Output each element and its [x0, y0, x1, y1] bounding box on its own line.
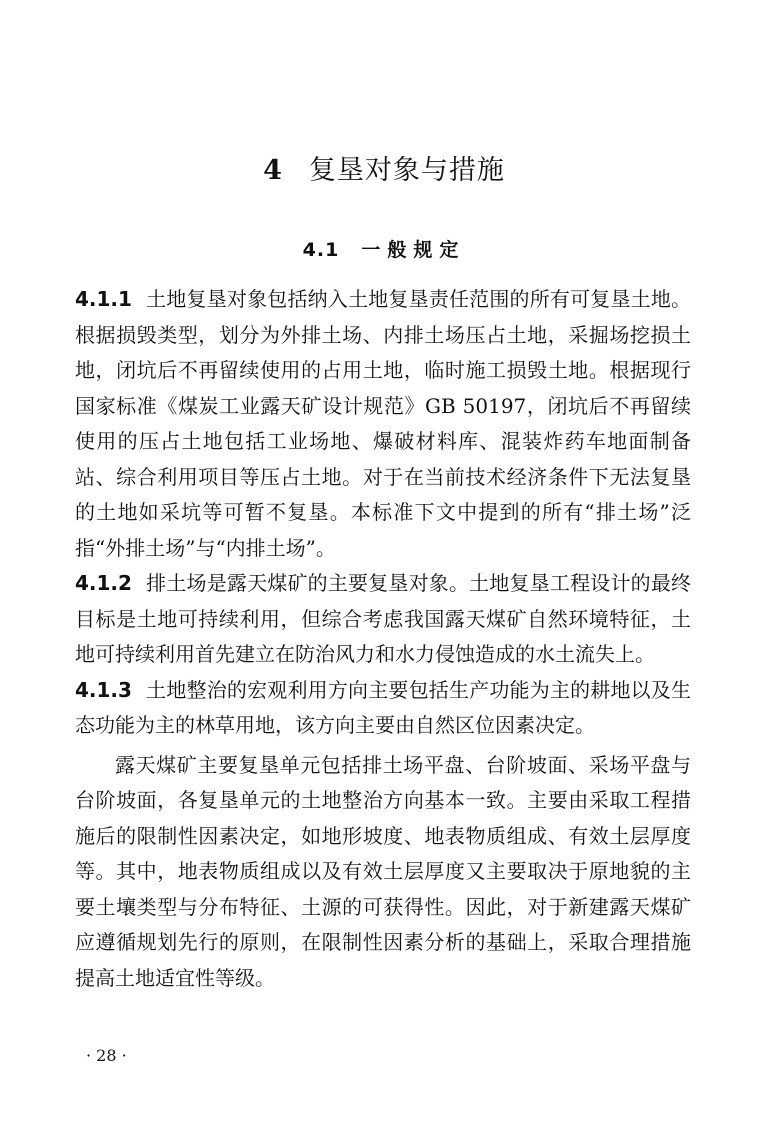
page-number: · 28 · — [86, 1046, 127, 1065]
section-title-text: 一般规定 — [361, 239, 466, 261]
body-text — [75, 282, 691, 996]
clause-paragraph — [75, 566, 691, 673]
clause-number: 4.1.2 — [75, 571, 132, 595]
body-paragraph — [75, 748, 691, 997]
clause-number: 4.1.3 — [75, 677, 132, 702]
chapter-title — [0, 148, 768, 187]
clause-paragraph — [75, 673, 691, 744]
paragraph-text: 土地复垦对象包括纳入土地复垦责任范围的所有可复垦土地。根据损毁类型，划分为外排土场、内排土场压占土地，采掘场挖损土地，闭坑后不再留续使用的占用土地，临时施工损毁土地。根据现行国家标准《煤炭工业露天矿设计规范》GB 50197，闭坑后不再留续使用的压占土地包括工业场地、爆破材料库、混装炸药车地面制备站、综合利用项目等压占土地。对于在当前技术经济条件下无法复垦的土地如采坑等可暂不复垦。本标准下文中提到的所有“排土场”泛指“外排土场”与“内排土场”。 — [75, 287, 691, 560]
clause-paragraph — [75, 282, 691, 566]
clause-number: 4.1.1 — [75, 287, 132, 311]
section-number: 4.1 — [302, 239, 340, 261]
section-title — [0, 235, 768, 262]
paragraph-text: 排土场是露天煤矿的主要复垦对象。土地复垦工程设计的最终目标是土地可持续利用，但综合考虑我国露天煤矿自然环境特征，土地可持续利用首先建立在防治风力和水力侵蚀造成的水土流失上。 — [75, 571, 691, 666]
chapter-title-text: 复垦对象与措施 — [308, 155, 505, 186]
chapter-number: 4 — [263, 155, 283, 186]
paragraph-text: 露天煤矿主要复垦单元包括排土场平盘、台阶坡面、采场平盘与台阶坡面，各复垦单元的土地整治方向基本一致。主要由采取工程措施后的限制性因素决定，如地形坡度、地表物质组成、有效土层厚度等。其中，地表物质组成以及有效土层厚度又主要取决于原地貌的主要土壤类型与分布特征、土源的可获得性。因此，对于新建露天煤矿应遵循规划先行的原则，在限制性因素分析的基础上，采取合理措施提高土地适宜性等级。 — [75, 752, 691, 990]
paragraph-text: 土地整治的宏观利用方向主要包括生产功能为主的耕地以及生态功能为主的林草用地，该方向主要由自然区位因素决定。 — [75, 677, 691, 737]
